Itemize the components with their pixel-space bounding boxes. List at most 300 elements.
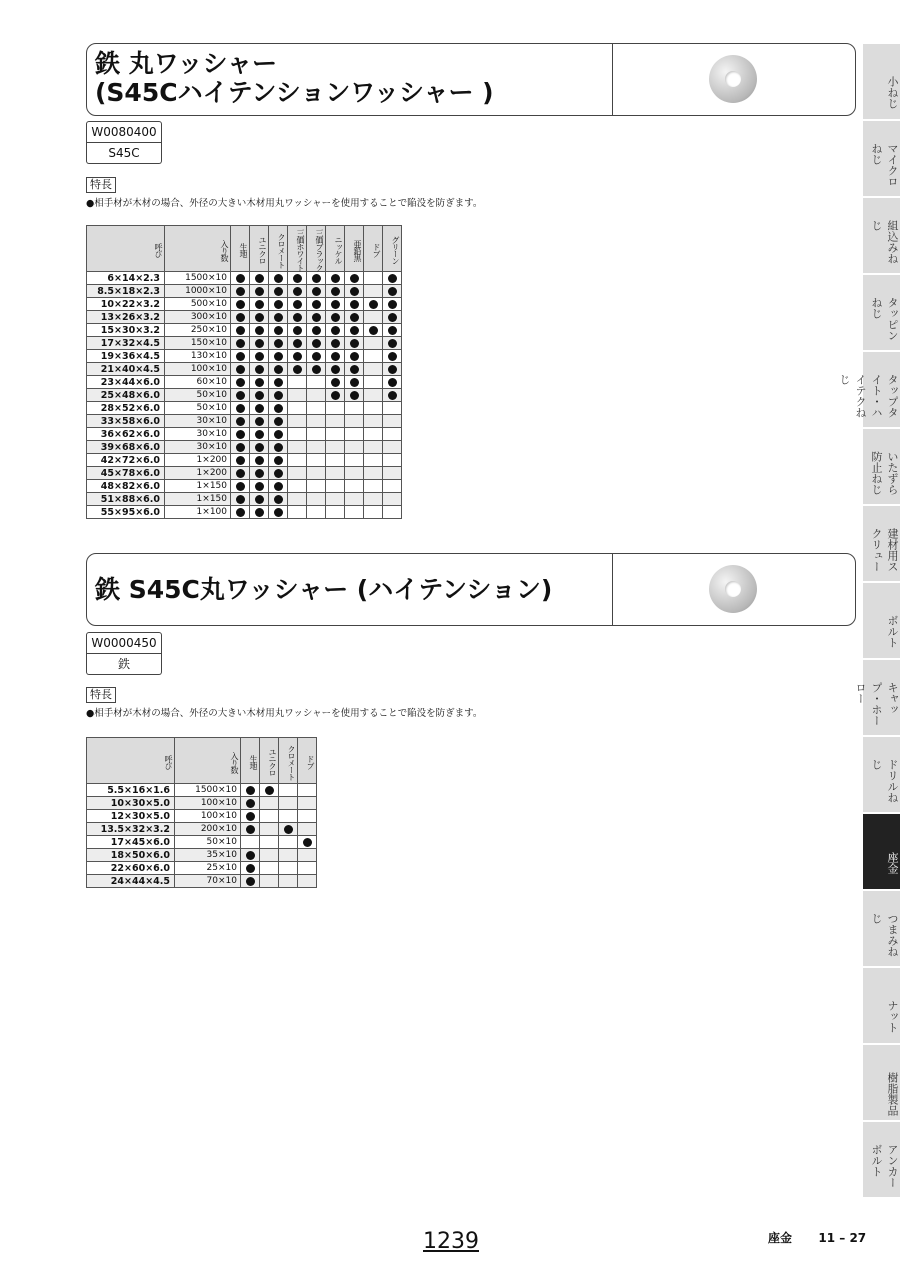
column-header: 三価ブラック xyxy=(307,226,326,272)
availability-cell xyxy=(288,389,307,402)
available-dot-icon xyxy=(293,326,302,335)
availability-cell xyxy=(250,298,269,311)
section2-title: 鉄 S45C丸ワッシャー (ハイテンション) xyxy=(95,575,553,604)
washer-image xyxy=(709,55,757,103)
size-cell: 10×30×5.0 xyxy=(87,797,175,810)
availability-cell xyxy=(345,376,364,389)
availability-cell xyxy=(383,402,402,415)
side-tab[interactable]: ナット xyxy=(863,968,900,1045)
size-cell: 39×68×6.0 xyxy=(87,441,165,454)
column-header: ユニクロ xyxy=(250,226,269,272)
availability-cell xyxy=(231,441,250,454)
availability-cell xyxy=(326,428,345,441)
available-dot-icon xyxy=(236,365,245,374)
available-dot-icon xyxy=(274,365,283,374)
availability-cell xyxy=(241,810,260,823)
side-tab[interactable]: つまみねじ xyxy=(863,891,900,968)
available-dot-icon xyxy=(284,825,293,834)
available-dot-icon xyxy=(312,274,321,283)
availability-cell xyxy=(288,480,307,493)
available-dot-icon xyxy=(293,300,302,309)
availability-cell xyxy=(307,454,326,467)
available-dot-icon xyxy=(236,391,245,400)
quantity-cell: 1500×10 xyxy=(175,784,241,797)
available-dot-icon xyxy=(350,391,359,400)
quantity-cell: 100×10 xyxy=(175,810,241,823)
available-dot-icon xyxy=(255,378,264,387)
table-row xyxy=(87,506,402,519)
footer-section: 座金 xyxy=(768,1231,793,1245)
available-dot-icon xyxy=(350,339,359,348)
table-row xyxy=(87,797,317,810)
availability-cell xyxy=(383,493,402,506)
availability-cell xyxy=(364,376,383,389)
availability-cell xyxy=(298,862,317,875)
table-row xyxy=(87,467,402,480)
quantity-cell: 100×10 xyxy=(165,363,231,376)
quantity-cell: 60×10 xyxy=(165,376,231,389)
availability-cell xyxy=(279,849,298,862)
product-code: W0080400 xyxy=(86,121,162,143)
side-tab[interactable]: ドリルねじ xyxy=(863,737,900,814)
table-row xyxy=(87,402,402,415)
availability-cell xyxy=(260,836,279,849)
size-cell: 13.5×32×3.2 xyxy=(87,823,175,836)
available-dot-icon xyxy=(236,469,245,478)
available-dot-icon xyxy=(388,339,397,348)
availability-cell xyxy=(288,441,307,454)
availability-cell xyxy=(345,337,364,350)
column-header: ニッケル xyxy=(326,226,345,272)
availability-cell xyxy=(269,480,288,493)
availability-cell xyxy=(260,862,279,875)
availability-cell xyxy=(288,298,307,311)
size-cell: 48×82×6.0 xyxy=(87,480,165,493)
available-dot-icon xyxy=(236,274,245,283)
availability-cell xyxy=(298,875,317,888)
availability-cell xyxy=(241,836,260,849)
availability-cell xyxy=(307,363,326,376)
size-cell: 33×58×6.0 xyxy=(87,415,165,428)
availability-cell xyxy=(260,810,279,823)
material-label: S45C xyxy=(86,143,162,164)
availability-cell xyxy=(383,337,402,350)
table-row xyxy=(87,836,317,849)
available-dot-icon xyxy=(274,482,283,491)
quantity-cell: 1×200 xyxy=(165,467,231,480)
availability-cell xyxy=(326,337,345,350)
availability-cell xyxy=(307,324,326,337)
availability-cell xyxy=(231,493,250,506)
availability-cell xyxy=(241,797,260,810)
availability-cell xyxy=(326,402,345,415)
column-header: グリーン xyxy=(383,226,402,272)
availability-cell xyxy=(345,363,364,376)
side-tab[interactable]: 座金 xyxy=(863,814,900,891)
available-dot-icon xyxy=(331,326,340,335)
available-dot-icon xyxy=(274,508,283,517)
section2-code-box xyxy=(86,632,162,675)
table-row xyxy=(87,810,317,823)
availability-cell xyxy=(364,350,383,363)
quantity-cell: 1000×10 xyxy=(165,285,231,298)
availability-cell xyxy=(269,415,288,428)
size-cell: 42×72×6.0 xyxy=(87,454,165,467)
availability-cell xyxy=(279,797,298,810)
availability-cell xyxy=(345,350,364,363)
table-row xyxy=(87,298,402,311)
available-dot-icon xyxy=(255,274,264,283)
available-dot-icon xyxy=(350,365,359,374)
availability-cell xyxy=(231,402,250,415)
quantity-cell: 50×10 xyxy=(165,389,231,402)
availability-cell xyxy=(298,784,317,797)
available-dot-icon xyxy=(255,443,264,452)
availability-cell xyxy=(345,441,364,454)
availability-cell xyxy=(326,454,345,467)
availability-cell xyxy=(307,285,326,298)
availability-cell xyxy=(364,480,383,493)
availability-cell xyxy=(307,350,326,363)
quantity-cell: 30×10 xyxy=(165,428,231,441)
size-cell: 36×62×6.0 xyxy=(87,428,165,441)
table-row xyxy=(87,784,317,797)
availability-cell xyxy=(298,797,317,810)
available-dot-icon xyxy=(236,339,245,348)
available-dot-icon xyxy=(236,495,245,504)
available-dot-icon xyxy=(236,417,245,426)
availability-cell xyxy=(241,784,260,797)
available-dot-icon xyxy=(312,352,321,361)
available-dot-icon xyxy=(331,365,340,374)
availability-cell xyxy=(383,285,402,298)
available-dot-icon xyxy=(293,339,302,348)
availability-cell xyxy=(383,376,402,389)
size-cell: 45×78×6.0 xyxy=(87,467,165,480)
table-row xyxy=(87,428,402,441)
available-dot-icon xyxy=(293,287,302,296)
feature-text: ●相手材が木材の場合、外径の大きい木材用丸ワッシャーを使用することで陥没を防ぎます。 xyxy=(86,198,483,209)
availability-cell xyxy=(250,285,269,298)
section1-title-box xyxy=(86,43,856,116)
table-row xyxy=(87,454,402,467)
availability-cell xyxy=(364,467,383,480)
availability-cell xyxy=(231,428,250,441)
availability-cell xyxy=(307,415,326,428)
available-dot-icon xyxy=(274,274,283,283)
availability-cell xyxy=(383,467,402,480)
available-dot-icon xyxy=(312,365,321,374)
feature-label: 特長 xyxy=(86,177,116,193)
available-dot-icon xyxy=(255,313,264,322)
available-dot-icon xyxy=(303,838,312,847)
availability-cell xyxy=(383,506,402,519)
availability-cell xyxy=(250,467,269,480)
available-dot-icon xyxy=(255,300,264,309)
quantity-cell: 100×10 xyxy=(175,797,241,810)
availability-cell xyxy=(279,862,298,875)
quantity-cell: 1500×10 xyxy=(165,272,231,285)
available-dot-icon xyxy=(255,326,264,335)
availability-cell xyxy=(250,480,269,493)
availability-cell xyxy=(298,810,317,823)
availability-cell xyxy=(231,337,250,350)
available-dot-icon xyxy=(350,300,359,309)
availability-cell xyxy=(250,311,269,324)
side-tab[interactable]: タッピンねじ xyxy=(863,275,900,352)
availability-cell xyxy=(288,285,307,298)
availability-cell xyxy=(345,298,364,311)
available-dot-icon xyxy=(236,443,245,452)
availability-cell xyxy=(364,298,383,311)
column-header: クロメート xyxy=(279,738,298,784)
side-tab[interactable]: 組込みねじ xyxy=(863,198,900,275)
available-dot-icon xyxy=(274,456,283,465)
spec-table-2 xyxy=(86,737,317,888)
availability-cell xyxy=(241,823,260,836)
availability-cell xyxy=(269,311,288,324)
side-tab[interactable]: いたずら防止ねじ xyxy=(863,429,900,506)
availability-cell xyxy=(231,415,250,428)
table-row xyxy=(87,493,402,506)
availability-cell xyxy=(288,402,307,415)
available-dot-icon xyxy=(236,287,245,296)
quantity-cell: 1×150 xyxy=(165,480,231,493)
availability-cell xyxy=(231,363,250,376)
availability-cell xyxy=(383,441,402,454)
availability-cell xyxy=(298,849,317,862)
available-dot-icon xyxy=(274,326,283,335)
availability-cell xyxy=(307,272,326,285)
column-header: 生地 xyxy=(241,738,260,784)
availability-cell xyxy=(250,428,269,441)
availability-cell xyxy=(269,337,288,350)
side-tab[interactable]: アンカーボルト xyxy=(863,1122,900,1199)
side-tab[interactable]: タップタイト・ハイテクねじ xyxy=(863,352,900,429)
availability-cell xyxy=(269,454,288,467)
available-dot-icon xyxy=(255,365,264,374)
quantity-cell: 130×10 xyxy=(165,350,231,363)
availability-cell xyxy=(326,467,345,480)
available-dot-icon xyxy=(265,786,274,795)
table-header-row xyxy=(87,738,317,784)
table-row xyxy=(87,311,402,324)
availability-cell xyxy=(307,506,326,519)
table-row xyxy=(87,415,402,428)
availability-cell xyxy=(269,428,288,441)
availability-cell xyxy=(307,428,326,441)
availability-cell xyxy=(288,363,307,376)
availability-cell xyxy=(364,363,383,376)
available-dot-icon xyxy=(293,365,302,374)
quantity-cell: 25×10 xyxy=(175,862,241,875)
availability-cell xyxy=(345,285,364,298)
quantity-cell: 30×10 xyxy=(165,415,231,428)
availability-cell xyxy=(364,428,383,441)
quantity-cell: 30×10 xyxy=(165,441,231,454)
section2-title-box xyxy=(86,553,856,626)
availability-cell xyxy=(364,337,383,350)
size-cell: 12×30×5.0 xyxy=(87,810,175,823)
availability-cell xyxy=(364,454,383,467)
availability-cell xyxy=(383,415,402,428)
column-header: ドブ xyxy=(364,226,383,272)
side-tab[interactable]: 樹脂製品 xyxy=(863,1045,900,1122)
availability-cell xyxy=(288,350,307,363)
availability-cell xyxy=(250,402,269,415)
availability-cell xyxy=(345,389,364,402)
available-dot-icon xyxy=(312,339,321,348)
availability-cell xyxy=(326,441,345,454)
availability-cell xyxy=(250,454,269,467)
availability-cell xyxy=(307,441,326,454)
size-cell: 24×44×4.5 xyxy=(87,875,175,888)
availability-cell xyxy=(298,823,317,836)
column-header: 入り数 xyxy=(175,738,241,784)
availability-cell xyxy=(288,428,307,441)
availability-cell xyxy=(383,480,402,493)
available-dot-icon xyxy=(388,313,397,322)
table-row xyxy=(87,376,402,389)
available-dot-icon xyxy=(236,326,245,335)
available-dot-icon xyxy=(350,378,359,387)
size-cell: 5.5×16×1.6 xyxy=(87,784,175,797)
available-dot-icon xyxy=(236,482,245,491)
available-dot-icon xyxy=(274,430,283,439)
side-tab[interactable]: ボルト xyxy=(863,583,900,660)
availability-cell xyxy=(364,389,383,402)
available-dot-icon xyxy=(331,313,340,322)
availability-cell xyxy=(269,285,288,298)
availability-cell xyxy=(231,454,250,467)
side-tab[interactable]: マイクロねじ xyxy=(863,121,900,198)
available-dot-icon xyxy=(388,326,397,335)
availability-cell xyxy=(260,875,279,888)
available-dot-icon xyxy=(246,799,255,808)
available-dot-icon xyxy=(274,339,283,348)
size-cell: 17×32×4.5 xyxy=(87,337,165,350)
availability-cell xyxy=(250,506,269,519)
availability-cell xyxy=(326,493,345,506)
availability-cell xyxy=(345,428,364,441)
availability-cell xyxy=(250,272,269,285)
column-header: 入り数 xyxy=(165,226,231,272)
available-dot-icon xyxy=(293,313,302,322)
availability-cell xyxy=(326,363,345,376)
available-dot-icon xyxy=(274,313,283,322)
availability-cell xyxy=(288,272,307,285)
available-dot-icon xyxy=(369,300,378,309)
available-dot-icon xyxy=(255,417,264,426)
available-dot-icon xyxy=(350,326,359,335)
availability-cell xyxy=(345,415,364,428)
table-row xyxy=(87,875,317,888)
quantity-cell: 35×10 xyxy=(175,849,241,862)
available-dot-icon xyxy=(255,495,264,504)
side-tab[interactable]: 小ねじ xyxy=(863,44,900,121)
availability-cell xyxy=(250,337,269,350)
table-row xyxy=(87,272,402,285)
availability-cell xyxy=(260,849,279,862)
availability-cell xyxy=(250,415,269,428)
table-row xyxy=(87,350,402,363)
availability-cell xyxy=(326,324,345,337)
availability-cell xyxy=(269,272,288,285)
size-cell: 55×95×6.0 xyxy=(87,506,165,519)
availability-cell xyxy=(269,402,288,415)
availability-cell xyxy=(231,311,250,324)
available-dot-icon xyxy=(246,851,255,860)
table-row xyxy=(87,823,317,836)
available-dot-icon xyxy=(331,274,340,283)
quantity-cell: 1×150 xyxy=(165,493,231,506)
available-dot-icon xyxy=(388,365,397,374)
size-cell: 51×88×6.0 xyxy=(87,493,165,506)
availability-cell xyxy=(269,506,288,519)
side-tab[interactable]: キャップ・ホーロー xyxy=(863,660,900,737)
column-header: 生地 xyxy=(231,226,250,272)
availability-cell xyxy=(326,506,345,519)
available-dot-icon xyxy=(369,326,378,335)
availability-cell xyxy=(326,389,345,402)
size-cell: 10×22×3.2 xyxy=(87,298,165,311)
availability-cell xyxy=(231,376,250,389)
quantity-cell: 150×10 xyxy=(165,337,231,350)
availability-cell xyxy=(288,376,307,389)
available-dot-icon xyxy=(236,300,245,309)
available-dot-icon xyxy=(246,786,255,795)
availability-cell xyxy=(345,493,364,506)
available-dot-icon xyxy=(350,287,359,296)
availability-cell xyxy=(260,823,279,836)
available-dot-icon xyxy=(246,877,255,886)
section1-title-line2: (S45Cハイテンションワッシャー ) xyxy=(95,77,494,107)
availability-cell xyxy=(364,415,383,428)
available-dot-icon xyxy=(331,300,340,309)
section1-title xyxy=(95,50,494,108)
available-dot-icon xyxy=(350,313,359,322)
size-cell: 21×40×4.5 xyxy=(87,363,165,376)
quantity-cell: 1×200 xyxy=(165,454,231,467)
column-header: 三価ホワイト xyxy=(288,226,307,272)
side-tab[interactable]: 建材用スクリュー xyxy=(863,506,900,583)
availability-cell xyxy=(383,389,402,402)
available-dot-icon xyxy=(236,508,245,517)
availability-cell xyxy=(326,415,345,428)
availability-cell xyxy=(231,506,250,519)
availability-cell xyxy=(307,311,326,324)
washer-image xyxy=(709,565,757,613)
product-code: W0000450 xyxy=(86,632,162,654)
availability-cell xyxy=(288,324,307,337)
availability-cell xyxy=(269,389,288,402)
availability-cell xyxy=(326,311,345,324)
available-dot-icon xyxy=(388,287,397,296)
available-dot-icon xyxy=(255,482,264,491)
available-dot-icon xyxy=(388,391,397,400)
available-dot-icon xyxy=(274,378,283,387)
available-dot-icon xyxy=(331,287,340,296)
quantity-cell: 250×10 xyxy=(165,324,231,337)
availability-cell xyxy=(250,350,269,363)
available-dot-icon xyxy=(331,352,340,361)
title-divider xyxy=(612,44,613,115)
available-dot-icon xyxy=(274,469,283,478)
availability-cell xyxy=(383,350,402,363)
available-dot-icon xyxy=(274,300,283,309)
availability-cell xyxy=(269,324,288,337)
available-dot-icon xyxy=(274,287,283,296)
